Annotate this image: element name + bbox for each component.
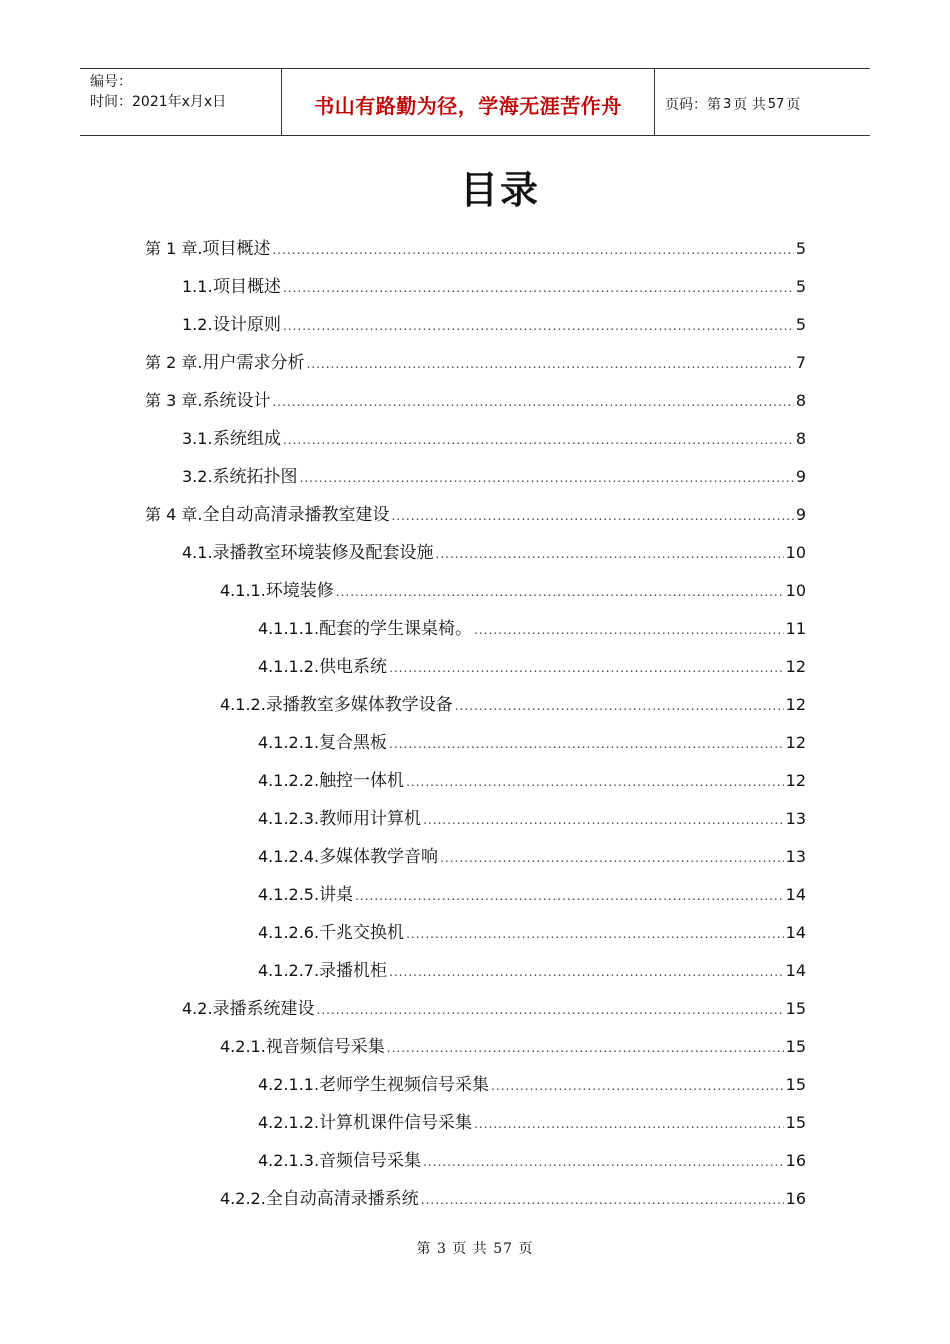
toc-page-number: 10	[785, 543, 806, 562]
toc-entry[interactable]	[258, 610, 806, 648]
toc-entry[interactable]	[145, 344, 806, 382]
toc-heading: 系统拓扑图	[212, 467, 298, 487]
toc-page-number: 14	[785, 961, 806, 980]
toc-number: 4.1.2.	[220, 695, 266, 714]
toc-page-number: 9	[795, 505, 806, 524]
toc-heading: 录播教室环境装修及配套设施	[212, 543, 434, 563]
toc-heading: 计算机课件信号采集	[319, 1113, 473, 1133]
toc-number: 4.2.1.2.	[258, 1113, 320, 1132]
page-prefix: 页码：第	[665, 97, 721, 113]
toc-number: 4.1.1.1.	[258, 619, 320, 638]
toc-heading: 千兆交换机	[319, 923, 405, 943]
toc-page-number: 14	[785, 885, 806, 904]
toc-number: 4.1.2.7.	[258, 961, 320, 980]
time-label: 时间：2021年x月x日	[90, 94, 227, 110]
toc-entry[interactable]	[258, 762, 806, 800]
toc-number: 第 1 章.	[145, 239, 203, 258]
toc-entry[interactable]	[182, 990, 806, 1028]
toc-page-number: 12	[785, 771, 806, 790]
toc-entry[interactable]	[258, 876, 806, 914]
toc-page-number: 8	[795, 429, 806, 448]
toc-page-number: 13	[785, 809, 806, 828]
toc-leader-dots	[300, 459, 794, 497]
toc-entry[interactable]	[182, 534, 806, 572]
toc-entry[interactable]	[182, 458, 806, 496]
toc-leader-dots	[389, 649, 784, 687]
page-suffix: 页	[786, 97, 801, 113]
toc-leader-dots	[317, 991, 784, 1029]
toc-heading: 触控一体机	[319, 771, 405, 791]
toc-page-number: 12	[785, 657, 806, 676]
toc-leader-dots	[283, 421, 794, 459]
toc-number: 4.1.1.	[220, 581, 266, 600]
toc-leader-dots	[391, 497, 793, 535]
toc-heading: 全自动高清录播系统	[265, 1189, 419, 1209]
toc-heading: 录播系统建设	[212, 999, 315, 1019]
toc-number: 4.1.2.1.	[258, 733, 320, 752]
toc-heading: 系统设计	[202, 391, 271, 411]
number-label: 编号：	[90, 74, 132, 90]
toc-heading: 老师学生视频信号采集	[319, 1075, 490, 1095]
toc-heading: 项目概述	[202, 239, 271, 259]
toc-entry[interactable]	[258, 724, 806, 762]
toc-leader-dots	[406, 915, 784, 953]
toc-leader-dots	[474, 1105, 784, 1143]
toc-number: 3.1.	[182, 429, 213, 448]
header-page-cell	[655, 69, 870, 135]
toc-heading: 视音频信号采集	[265, 1037, 385, 1057]
page-footer: 第 3 页 共 57 页	[416, 1241, 534, 1257]
toc-entry[interactable]	[258, 838, 806, 876]
toc-leader-dots	[389, 725, 784, 763]
toc-heading: 教师用计算机	[319, 809, 422, 829]
toc-page-number: 11	[785, 619, 806, 638]
page-header	[80, 68, 870, 136]
toc-heading: 音频信号采集	[319, 1151, 422, 1171]
toc-heading: 录播教室多媒体教学设备	[265, 695, 453, 715]
toc-number: 4.1.2.2.	[258, 771, 320, 790]
toc-entry[interactable]	[258, 1142, 806, 1180]
toc-heading: 系统组成	[212, 429, 281, 449]
toc-heading: 多媒体教学音响	[319, 847, 439, 867]
toc-entry[interactable]	[220, 686, 806, 724]
toc-page-number: 10	[785, 581, 806, 600]
toc-number: 1.1.	[182, 277, 213, 296]
toc-entry[interactable]	[220, 1180, 806, 1218]
toc-number: 4.1.1.2.	[258, 657, 320, 676]
header-info-cell	[80, 69, 282, 135]
toc-number: 4.1.2.3.	[258, 809, 320, 828]
page-mid: 页 共	[733, 97, 766, 113]
page-total: 57	[767, 96, 785, 112]
toc-number: 4.1.2.6.	[258, 923, 320, 942]
toc-leader-dots	[423, 801, 784, 839]
toc-page-number: 12	[785, 733, 806, 752]
toc-entry[interactable]	[258, 952, 806, 990]
toc-number: 4.1.2.5.	[258, 885, 320, 904]
toc-leader-dots	[436, 535, 784, 573]
toc-number: 3.2.	[182, 467, 213, 486]
toc-page-number: 5	[795, 277, 806, 296]
toc-page-number: 7	[795, 353, 806, 372]
toc-leader-dots	[306, 345, 793, 383]
toc-heading: 环境装修	[265, 581, 334, 601]
toc-page-number: 5	[795, 239, 806, 258]
header-motto-cell	[282, 69, 655, 135]
toc-number: 4.1.	[182, 543, 213, 562]
toc-number: 第 3 章.	[145, 391, 203, 410]
toc-leader-dots	[440, 839, 784, 877]
toc-entry[interactable]	[258, 914, 806, 952]
toc-entry[interactable]	[258, 648, 806, 686]
toc-page-number: 15	[785, 999, 806, 1018]
toc-leader-dots	[421, 1181, 784, 1219]
toc-entry[interactable]	[145, 496, 806, 534]
toc-page-number: 15	[785, 1075, 806, 1094]
toc-leader-dots	[336, 573, 784, 611]
toc-entry[interactable]	[145, 382, 806, 420]
toc-page-number: 12	[785, 695, 806, 714]
toc-page-number: 5	[795, 315, 806, 334]
toc-leader-dots	[283, 269, 794, 307]
toc-leader-dots	[272, 231, 793, 269]
toc-leader-dots	[423, 1143, 784, 1181]
toc-heading: 配套的学生课桌椅。	[319, 619, 473, 639]
toc-number: 第 4 章.	[145, 505, 203, 524]
toc-number: 4.2.	[182, 999, 213, 1018]
toc-number: 4.2.1.3.	[258, 1151, 320, 1170]
toc-number: 4.2.1.1.	[258, 1075, 320, 1094]
toc-number: 4.2.2.	[220, 1189, 266, 1208]
toc-entry[interactable]	[182, 268, 806, 306]
toc-heading: 全自动高清录播教室建设	[202, 505, 390, 525]
page-current: 3	[723, 96, 732, 112]
toc-page-number: 15	[785, 1037, 806, 1056]
toc-page-number: 16	[785, 1189, 806, 1208]
toc-leader-dots	[455, 687, 784, 725]
toc-leader-dots	[387, 1029, 784, 1067]
toc-entry[interactable]	[182, 306, 806, 344]
toc-heading: 讲桌	[319, 885, 354, 905]
toc-title: 目录	[459, 168, 540, 212]
toc-leader-dots	[283, 307, 794, 345]
toc-page-number: 8	[795, 391, 806, 410]
toc-leader-dots	[406, 763, 784, 801]
motto-text: 书山有路勤为径，学海无涯苦作舟	[314, 93, 622, 118]
toc-entry[interactable]	[258, 1104, 806, 1142]
toc-number: 4.2.1.	[220, 1037, 266, 1056]
toc-page-number: 13	[785, 847, 806, 866]
toc-page-number: 9	[795, 467, 806, 486]
toc-entry[interactable]	[220, 1028, 806, 1066]
toc-page-number: 14	[785, 923, 806, 942]
toc-entry[interactable]	[258, 800, 806, 838]
toc-leader-dots	[491, 1067, 784, 1105]
toc-heading: 设计原则	[212, 315, 281, 335]
toc-heading: 复合黑板	[319, 733, 388, 753]
toc-heading: 用户需求分析	[202, 353, 305, 373]
toc-leader-dots	[474, 611, 784, 649]
toc-entry[interactable]	[182, 420, 806, 458]
toc-heading: 录播机柜	[319, 961, 388, 981]
toc-number: 4.1.2.4.	[258, 847, 320, 866]
toc-number: 第 2 章.	[145, 353, 203, 372]
toc-number: 1.2.	[182, 315, 213, 334]
toc-entry[interactable]	[220, 572, 806, 610]
toc-entry[interactable]	[258, 1066, 806, 1104]
toc-leader-dots	[272, 383, 793, 421]
toc-entry[interactable]	[145, 230, 806, 268]
toc-heading: 供电系统	[319, 657, 388, 677]
toc-heading: 项目概述	[212, 277, 281, 297]
toc-leader-dots	[389, 953, 784, 991]
toc-page-number: 15	[785, 1113, 806, 1132]
toc-leader-dots	[355, 877, 784, 915]
toc-page-number: 16	[785, 1151, 806, 1170]
